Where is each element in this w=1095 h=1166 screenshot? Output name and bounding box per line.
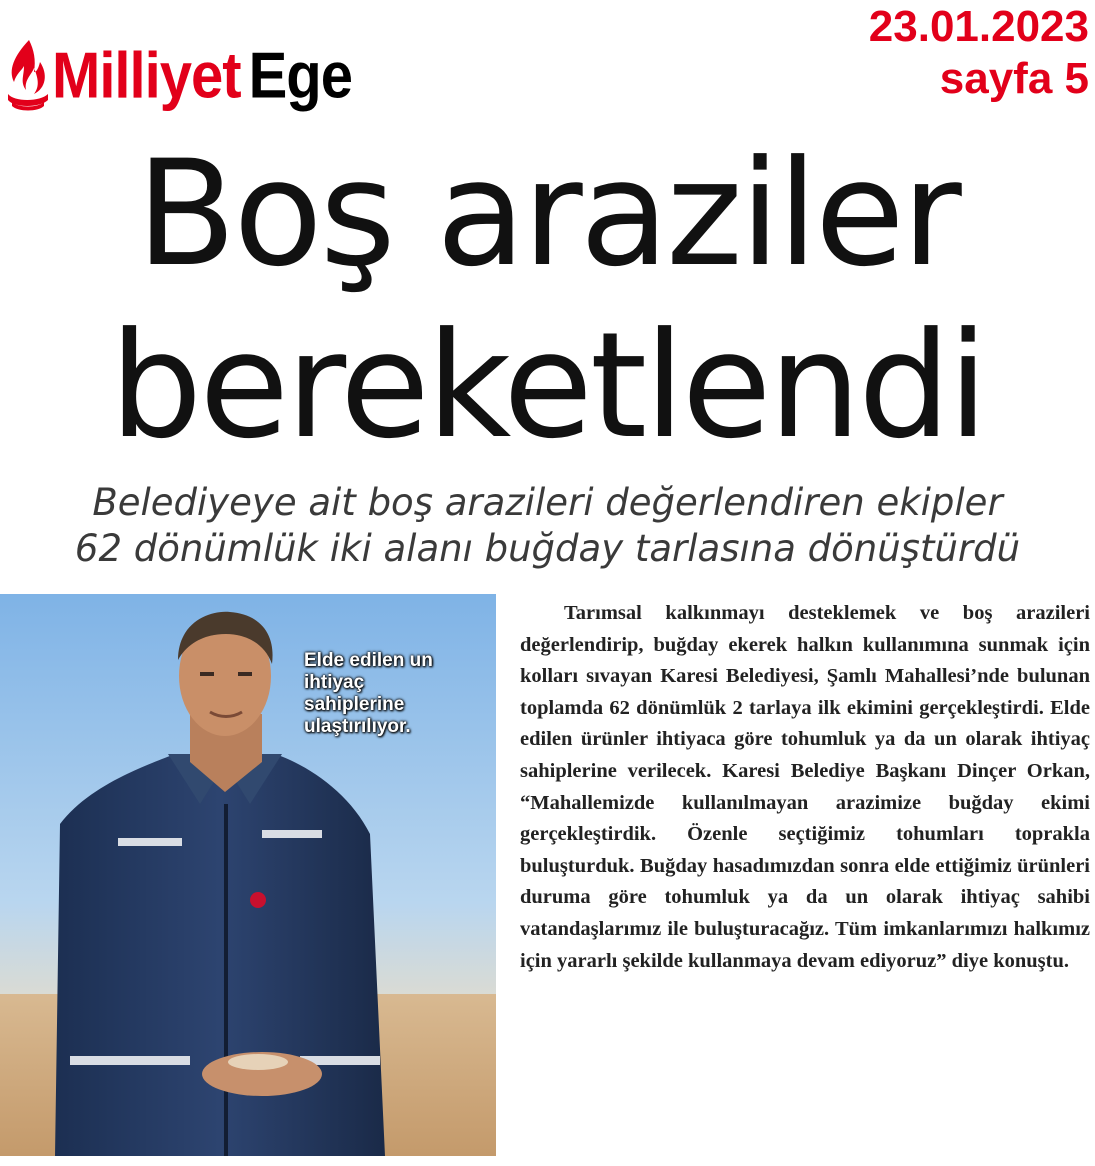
- photo-caption: Elde edilen un ihtiyaç sahiplerine ulaştırılıyor.: [304, 650, 433, 737]
- headline-line-1: Boş araziler: [136, 129, 959, 299]
- brand-name-red: Milliyet: [52, 39, 241, 112]
- subhead-line-1: Belediyeye ait boş arazileri değerlendiren ekipler: [92, 481, 1003, 524]
- article-headline: [0, 128, 1095, 472]
- publication-date: 23.01.2023: [868, 2, 1089, 51]
- publication-info: [869, 0, 1089, 104]
- page-number: sayfa 5: [939, 54, 1089, 103]
- article-subheadline: [0, 480, 1095, 572]
- brand-name-black: Ege: [248, 39, 352, 112]
- milliyet-ege-logo: [4, 28, 454, 124]
- subhead-line-2: 62 dönümlük iki alanı buğday tarlasına dönüştürdü: [74, 527, 1021, 570]
- article-body: Tarımsal kalkınmayı desteklemek ve boş arazileri değerlendirip, buğday ekerek halkın kullanımına sunmak için kolları sıvayan Karesi Belediyesi, Şamlı Mahallesi’nde bulunan toplamda 62 dönümlük 2 tarlaya ilk ekimini gerçekleştirdi. Elde edilen ürünler ihtiyaca göre tohumluk ya da un olarak ihtiyaç sahiplerine verilecek. Karesi Belediye Başkanı Dinçer Orkan, “Mahallemizde kullanılmayan arazimize buğday ekimi gerçekleştirdik. Özenle seçtiğimiz tohumları toprakla buluşturduk. Buğday hasadımızdan sonra elde ettiğimiz ürünleri duruma göre tohumluk ya da un olarak ihtiyaç sahibi vatandaşlarımız ile buluşturacağız. Tüm imkanlarımızı halkımız için yararlı şekilde kullanmaya devam ediyoruz” diye konuştu.: [520, 602, 1090, 972]
- headline-line-2: bereketlendi: [109, 301, 986, 471]
- milliyet-flame-icon: [4, 36, 50, 116]
